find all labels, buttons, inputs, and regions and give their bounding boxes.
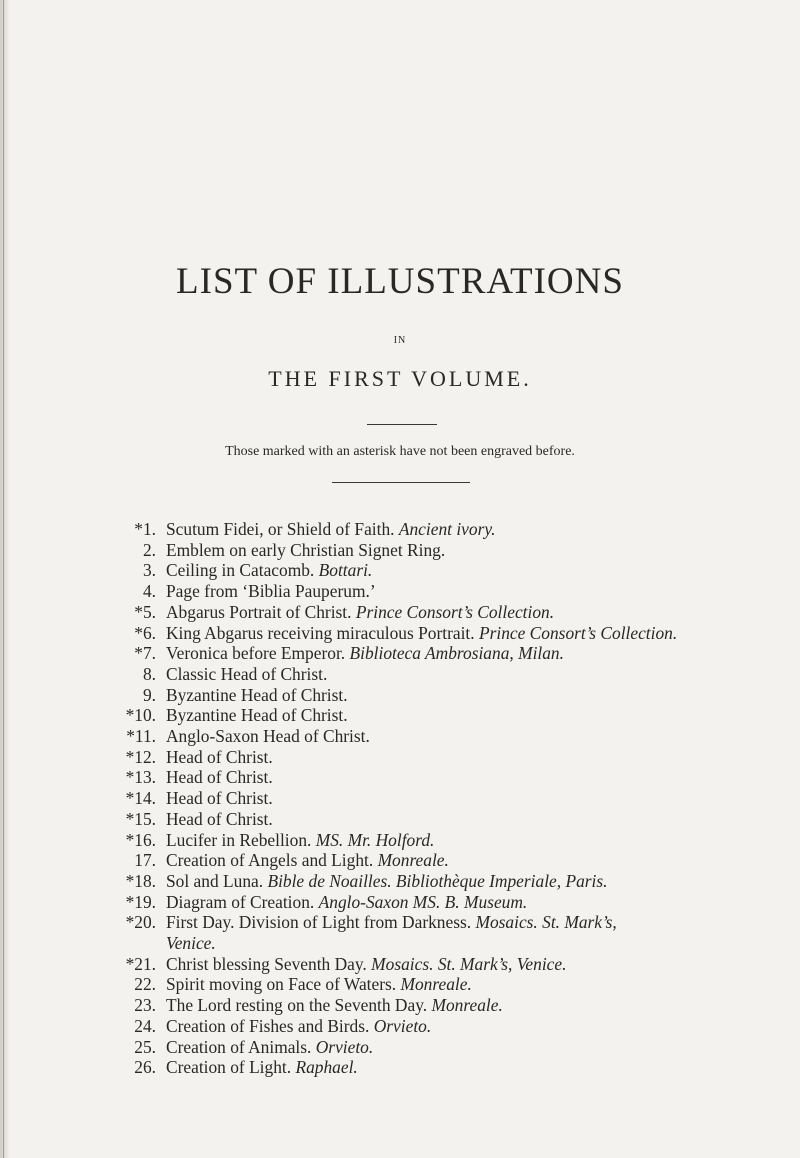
entry-number: 17.: [134, 850, 156, 871]
entry-text: [166, 995, 503, 1016]
entry-number: 4.: [142, 581, 156, 602]
entry-text: [166, 664, 327, 685]
entry-title: Spirit moving on Face of Waters.: [166, 974, 397, 995]
entry-title: Creation of Light.: [166, 1057, 292, 1078]
entry-number: 22.: [134, 974, 156, 995]
list-item: [108, 602, 788, 623]
entry-title: The Lord resting on the Seventh Day.: [166, 995, 428, 1016]
list-item: [108, 643, 788, 664]
list-item: [108, 581, 788, 602]
entry-number: 25.: [134, 1036, 156, 1057]
entry-number: *10.: [125, 705, 156, 726]
page-title: LIST OF ILLUSTRATIONS: [176, 261, 624, 302]
list-item: [108, 892, 788, 913]
entry-text: [166, 788, 273, 809]
entry-text: [166, 830, 434, 851]
entry-source: Orvieto.: [315, 1036, 374, 1057]
list-item: [108, 954, 788, 975]
subtitle-in: IN: [393, 335, 407, 346]
entry-source: Bottari.: [318, 560, 373, 581]
list-item: [108, 540, 788, 561]
entry-number: *15.: [125, 808, 156, 829]
entry-text: [166, 685, 348, 706]
entry-number: *11.: [126, 726, 156, 747]
entry-text: [166, 643, 564, 664]
entry-source: Prince Consort’s Collection.: [478, 622, 678, 643]
entry-number: *12.: [125, 746, 156, 767]
entry-title: Byzantine Head of Christ.: [166, 705, 348, 726]
list-item: [108, 705, 788, 726]
entry-title: Classic Head of Christ.: [166, 663, 328, 684]
entry-title: Head of Christ.: [166, 746, 273, 767]
entry-source: MS. Mr. Holford.: [315, 829, 435, 850]
list-item: [108, 623, 788, 644]
entry-number: *7.: [134, 643, 156, 664]
list-item: [108, 747, 788, 768]
entry-text: [166, 954, 566, 975]
entry-source: Monreale.: [377, 850, 449, 871]
entry-title: Head of Christ.: [166, 808, 273, 829]
entry-title: Veronica before Emperor.: [166, 643, 346, 664]
list-item: [108, 788, 788, 809]
entry-text: [166, 602, 554, 623]
list-item: [108, 830, 788, 851]
entry-text: [166, 809, 273, 830]
illustration-list: [108, 519, 788, 1078]
list-item: [108, 1057, 788, 1078]
entry-text: [166, 767, 273, 788]
entry-text: [166, 560, 372, 581]
entry-number: 24.: [134, 1015, 156, 1036]
entry-title: Head of Christ.: [166, 767, 273, 788]
entry-title: Anglo-Saxon Head of Christ.: [166, 726, 370, 747]
entry-number: *19.: [125, 891, 156, 912]
entry-text: [166, 892, 527, 913]
entry-text: [166, 871, 607, 892]
page-binding-line: [3, 0, 4, 1158]
entry-title: Creation of Animals.: [166, 1036, 312, 1057]
entry-title: Scutum Fidei, or Shield of Faith.: [166, 519, 395, 539]
list-item: [108, 912, 788, 933]
list-item: [108, 767, 788, 788]
entry-title: Emblem on early Christian Signet Ring.: [166, 539, 446, 560]
entry-source: Mosaics. St. Mark’s, Venice.: [371, 953, 567, 974]
entry-source: Prince Consort’s Collection.: [355, 601, 555, 622]
entry-title: King Abgarus receiving miraculous Portrait.: [166, 622, 475, 643]
divider-top: [367, 424, 437, 425]
entry-number: *20.: [125, 912, 156, 933]
entry-title: Byzantine Head of Christ.: [166, 684, 348, 705]
entry-text: [166, 747, 273, 768]
page-binding-edge: [0, 0, 10, 1158]
entry-number: 8.: [142, 663, 156, 684]
entry-source: Orvieto.: [373, 1015, 432, 1036]
asterisk-note: Those marked with an asterisk have not been engraved before.: [225, 444, 575, 459]
entry-number: *21.: [125, 953, 156, 974]
entry-title: Diagram of Creation.: [166, 891, 315, 912]
entry-text: [166, 726, 370, 747]
list-item: [108, 519, 788, 540]
entry-number: 23.: [134, 995, 156, 1016]
list-item: [108, 664, 788, 685]
entry-title: Creation of Angels and Light.: [166, 850, 374, 871]
list-item: [108, 974, 788, 995]
entry-number: *14.: [125, 788, 156, 809]
entry-source: Mosaics. St. Mark’s,: [475, 912, 617, 933]
entry-text: [166, 1016, 431, 1037]
entry-text: [166, 623, 677, 644]
list-item: [108, 850, 788, 871]
entry-text: [166, 912, 617, 933]
list-item: [108, 726, 788, 747]
entry-title: Lucifer in Rebellion.: [166, 829, 312, 850]
entry-title: Sol and Luna.: [166, 870, 264, 891]
entry-source: Monreale.: [400, 974, 472, 995]
entry-number: *18.: [125, 870, 156, 891]
entry-title: Christ blessing Seventh Day.: [166, 953, 367, 974]
entry-continuation: Venice.: [166, 933, 216, 954]
entry-number: 9.: [142, 684, 156, 705]
entry-source: Bible de Noailles. Bibliothèque Imperiale, Paris.: [267, 870, 608, 891]
entry-number: *5.: [134, 601, 156, 622]
list-item: [108, 1037, 788, 1058]
list-item: [108, 995, 788, 1016]
entry-text: [166, 581, 376, 602]
entry-text: [166, 1037, 373, 1058]
entry-source: Anglo-Saxon MS. B. Museum.: [318, 891, 528, 912]
entry-text: [166, 974, 472, 995]
entry-number: *13.: [125, 767, 156, 788]
list-item: [108, 1016, 788, 1037]
entry-text: [166, 519, 495, 540]
entry-title: First Day. Division of Light from Darkness.: [166, 912, 472, 933]
list-item: [108, 871, 788, 892]
entry-title: Head of Christ.: [166, 788, 273, 809]
list-item: [108, 560, 788, 581]
entry-number: 3.: [142, 560, 156, 581]
entry-number: 2.: [142, 539, 156, 560]
entry-number: *16.: [125, 829, 156, 850]
entry-title: Page from ‘Biblia Pauperum.’: [166, 581, 376, 602]
subtitle-volume: THE FIRST VOLUME.: [268, 366, 532, 391]
divider-bottom: [332, 482, 470, 483]
entry-number: *6.: [134, 622, 156, 643]
entry-number: *1.: [134, 519, 156, 539]
entry-number: 26.: [134, 1057, 156, 1078]
list-item: [108, 685, 788, 706]
entry-title: Abgarus Portrait of Christ.: [166, 601, 352, 622]
entry-source: Monreale.: [431, 995, 503, 1016]
entry-source: Ancient ivory.: [398, 519, 496, 539]
entry-title: Ceiling in Catacomb.: [166, 560, 315, 581]
entry-text: [166, 1057, 358, 1078]
entry-text: [166, 705, 348, 726]
list-item: [108, 809, 788, 830]
entry-text: [166, 850, 449, 871]
entry-text: [166, 540, 445, 561]
entry-source: Biblioteca Ambrosiana, Milan.: [349, 643, 564, 664]
entry-source: Raphael.: [295, 1057, 358, 1078]
entry-title: Creation of Fishes and Birds.: [166, 1015, 370, 1036]
